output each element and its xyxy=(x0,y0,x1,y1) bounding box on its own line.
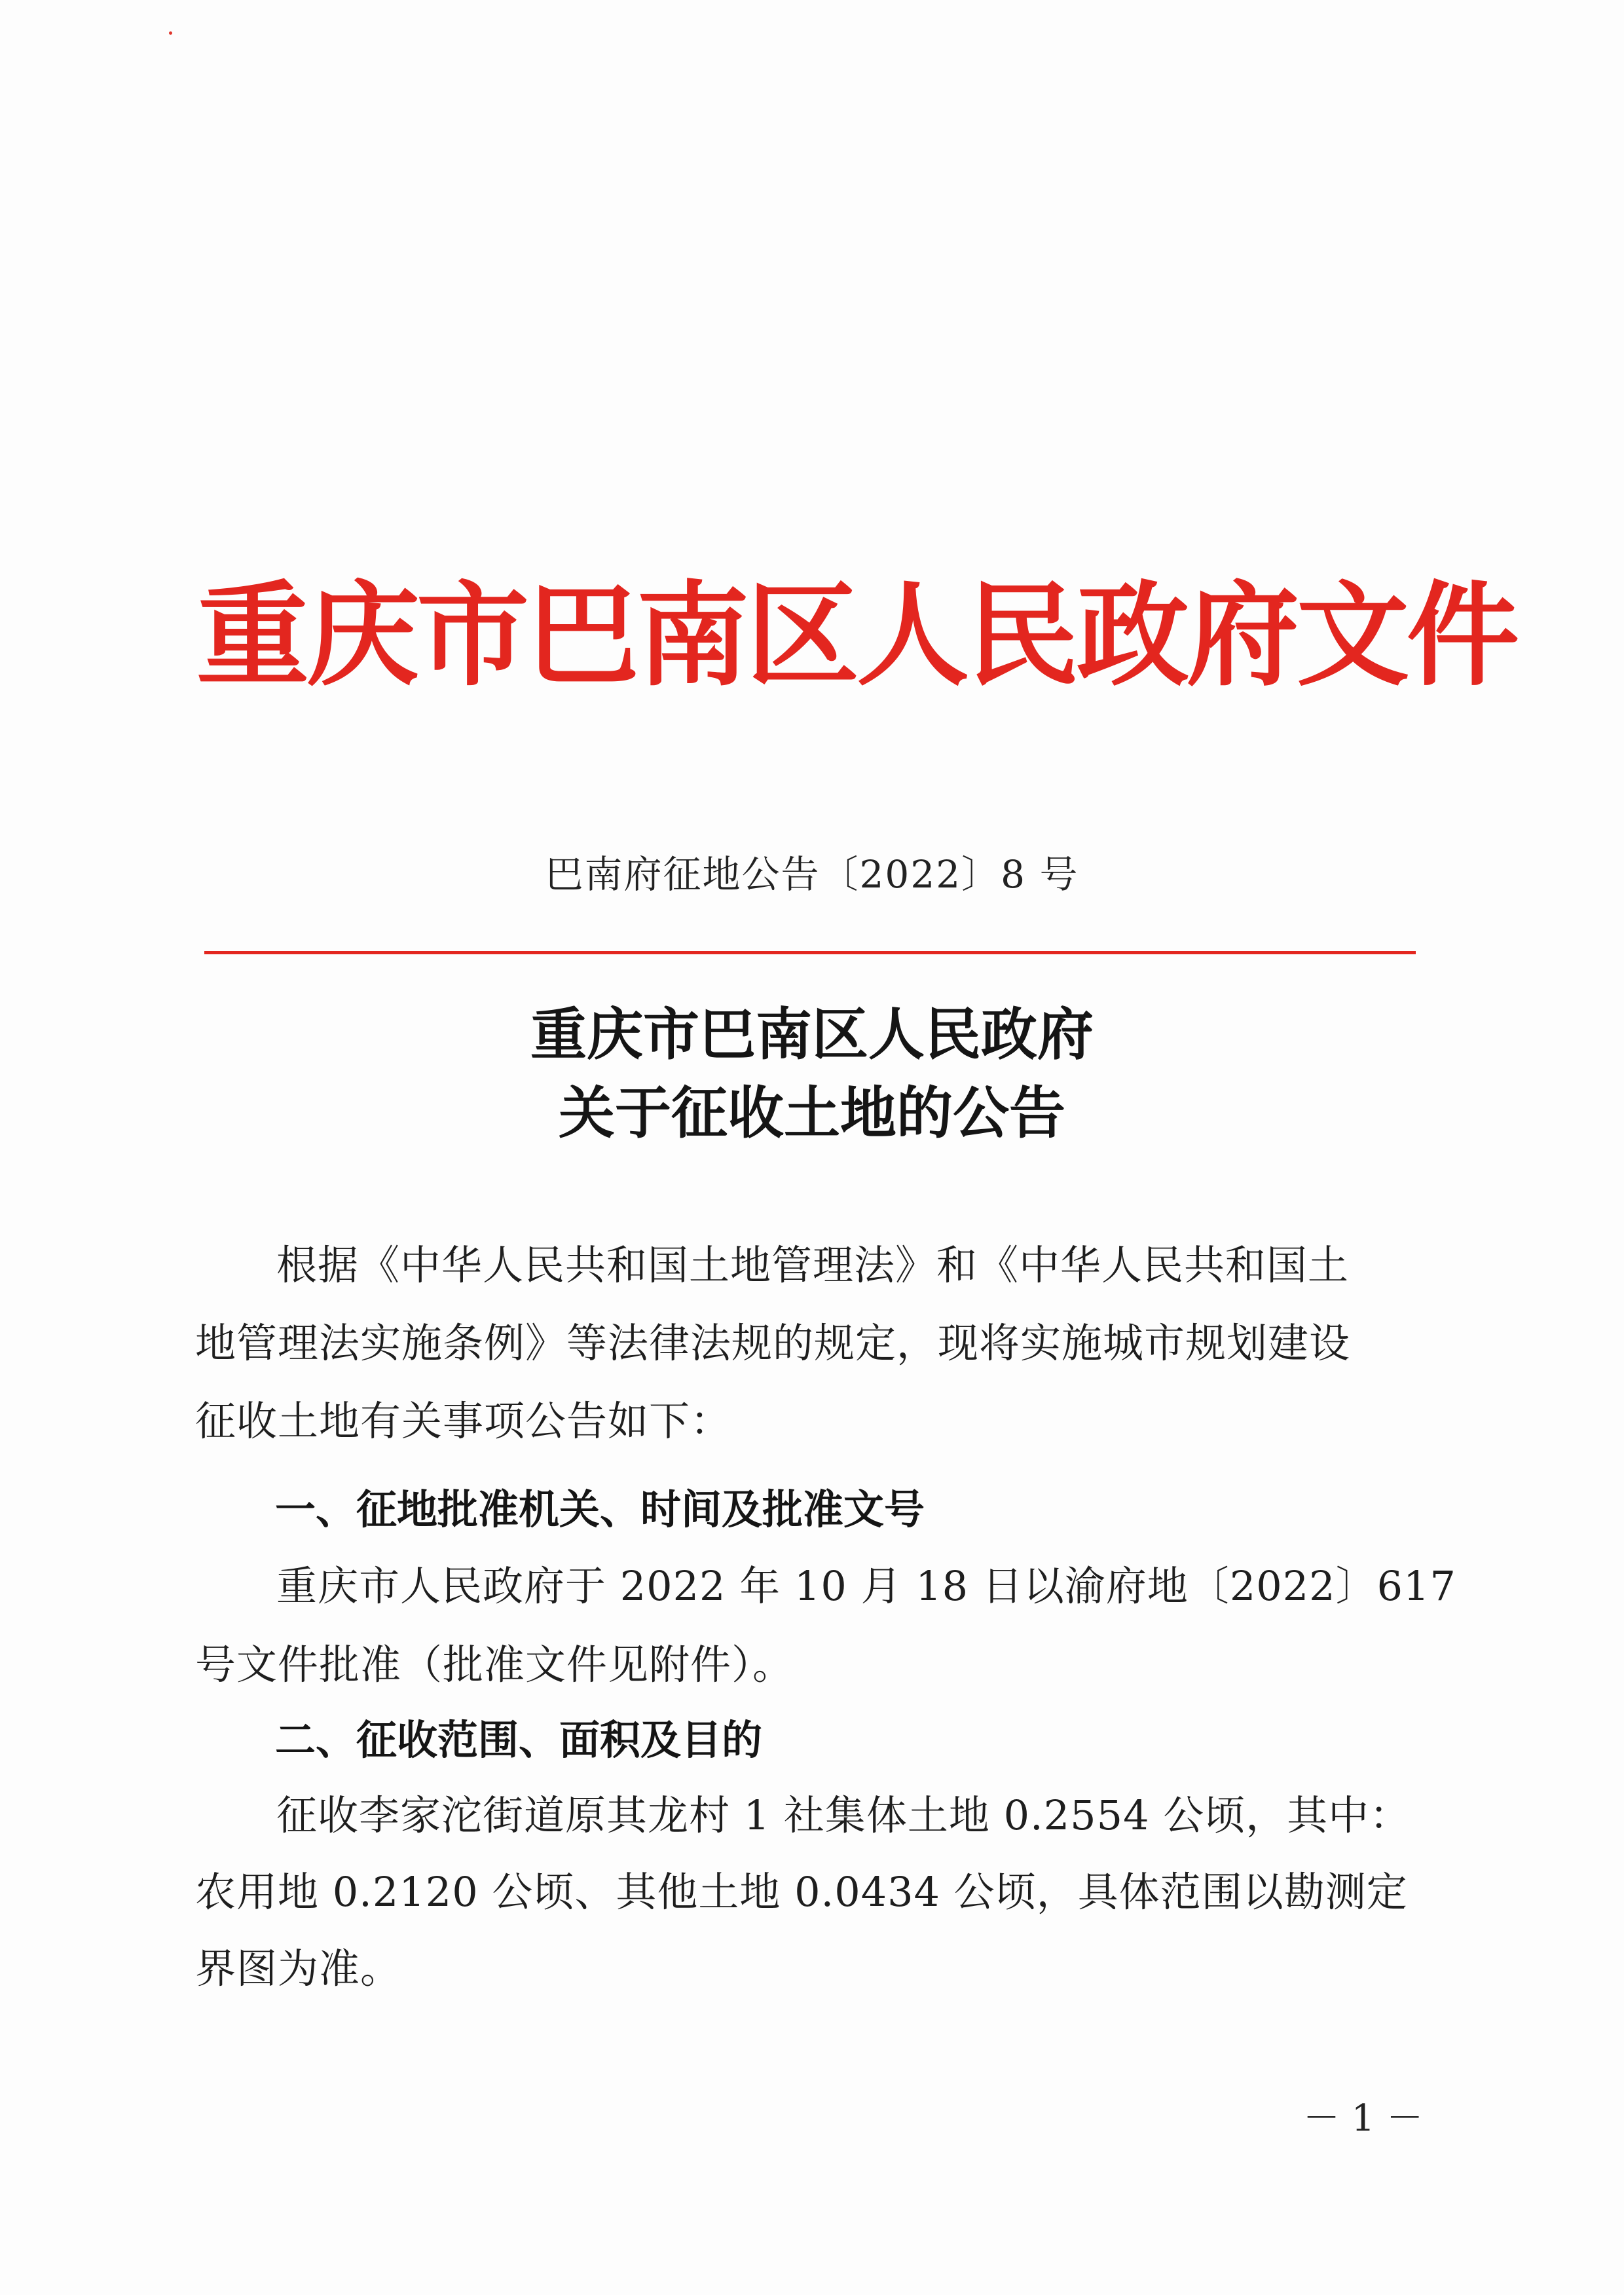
intro-line-2: 地管理法实施条例》等法律法规的规定，现将实施城市规划建设 xyxy=(195,1319,1351,1367)
intro-line-1: 根据《中华人民共和国土地管理法》和《中华人民共和国土 xyxy=(276,1241,1350,1289)
section-2-line-3: 界图为准。 xyxy=(195,1945,402,1992)
section-2-heading: 二、征收范围、面积及目的 xyxy=(275,1716,763,1764)
notice-title-line-2: 关于征收土地的公告 xyxy=(559,1080,1065,1146)
page-number: － 1 － xyxy=(1303,2097,1424,2140)
section-1-line-2: 号文件批准（批准文件见附件）。 xyxy=(195,1641,794,1689)
section-2-line-2: 农用地 0.2120 公顷、其他土地 0.0434 公顷，具体范围以勘测定 xyxy=(195,1868,1408,1916)
section-1-line-1: 重庆市人民政府于 2022 年 10 月 18 日以渝府地〔2022〕617 xyxy=(276,1562,1456,1610)
intro-line-3: 征收土地有关事项公告如下： xyxy=(195,1397,732,1445)
document-number: 巴南府征地公告〔2022〕8 号 xyxy=(545,852,1079,897)
notice-title-line-1: 重庆市巴南区人民政府 xyxy=(530,1001,1094,1068)
section-2-line-1: 征收李家沱街道原其龙村 1 社集体土地 0.2554 公顷，其中： xyxy=(276,1791,1411,1839)
red-dot-mark xyxy=(169,31,172,35)
section-1-heading: 一、征地批准机关、时间及批准文号 xyxy=(275,1485,925,1533)
masthead-title: 重庆市巴南区人民政府文件 xyxy=(196,569,1517,701)
red-divider-line xyxy=(204,951,1416,954)
